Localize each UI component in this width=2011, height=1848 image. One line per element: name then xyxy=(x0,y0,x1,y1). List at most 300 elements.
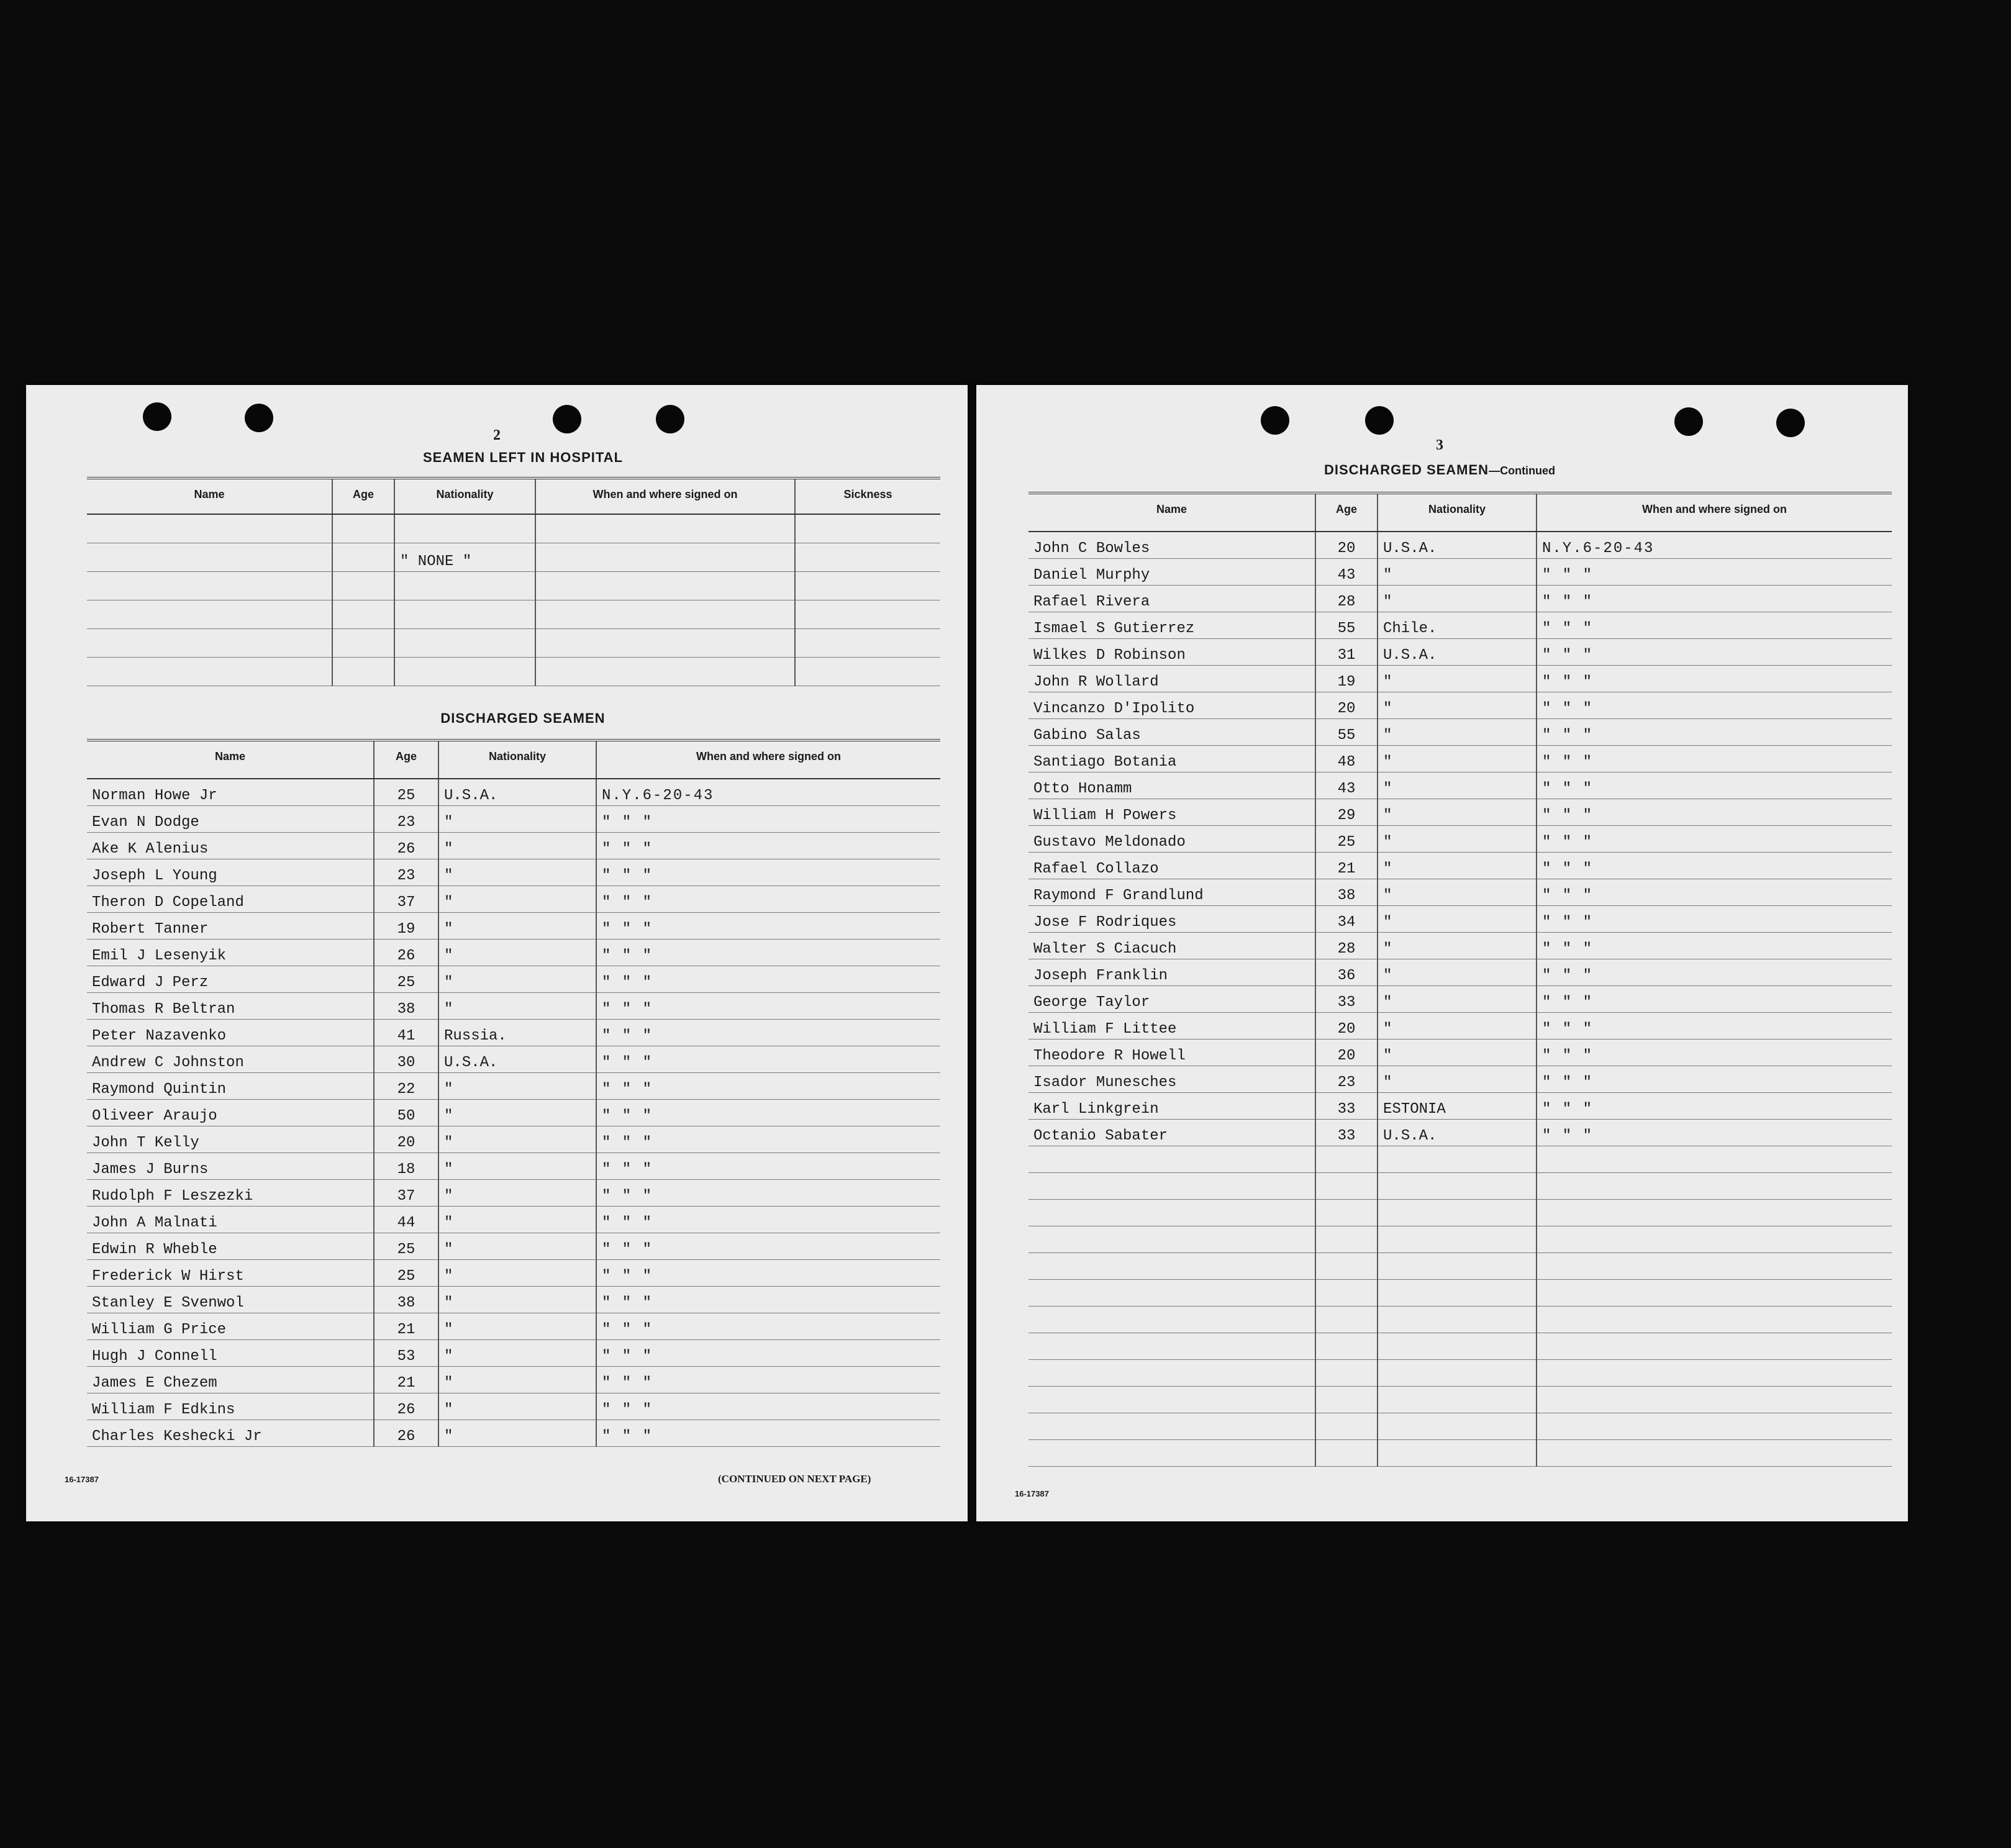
nationality-cell: " xyxy=(438,1233,596,1259)
blank-cell xyxy=(1315,1172,1378,1199)
age-cell: 33 xyxy=(1315,1092,1378,1119)
signed-on-cell: " " " xyxy=(596,1046,940,1072)
nationality-cell: " xyxy=(1378,772,1537,799)
nationality-cell: " xyxy=(438,1259,596,1286)
blank-cell xyxy=(87,657,332,686)
binder-hole xyxy=(1776,409,1805,437)
nationality-cell: " xyxy=(1378,1012,1537,1039)
age-cell: 21 xyxy=(374,1313,438,1339)
nationality-cell: U.S.A. xyxy=(1378,638,1537,665)
binder-hole xyxy=(245,404,273,432)
name-cell: Raymond Quintin xyxy=(87,1072,374,1099)
nationality-cell: U.S.A. xyxy=(438,1046,596,1072)
column-header-name: Name xyxy=(87,478,332,514)
nationality-cell: " xyxy=(1378,959,1537,985)
blank-cell xyxy=(1378,1172,1537,1199)
blank-cell xyxy=(394,628,535,657)
signed-on-cell: " " " xyxy=(596,1286,940,1313)
page-number: 2 xyxy=(493,427,501,443)
nationality-cell: " xyxy=(1378,825,1537,852)
signed-on-cell: " " " xyxy=(1537,665,1892,692)
column-header-nationality: Nationality xyxy=(394,478,535,514)
table-row xyxy=(87,1393,940,1420)
blank-cell xyxy=(1315,1226,1378,1252)
blank-cell xyxy=(1378,1359,1537,1386)
signed-on-cell: " " " xyxy=(596,939,940,966)
table-row xyxy=(1028,665,1892,692)
name-cell: Gabino Salas xyxy=(1028,718,1315,745)
signed-on-cell: " " " xyxy=(1537,718,1892,745)
name-cell: Joseph L Young xyxy=(87,859,374,886)
signed-on-cell: " " " xyxy=(1537,879,1892,905)
none-entry: " NONE " xyxy=(394,543,535,571)
blank-cell xyxy=(1537,1413,1892,1439)
table-row xyxy=(87,1019,940,1046)
name-cell: Raymond F Grandlund xyxy=(1028,879,1315,905)
name-cell: Theron D Copeland xyxy=(87,886,374,912)
age-cell: 26 xyxy=(374,1420,438,1446)
table-row xyxy=(87,1259,940,1286)
blank-cell xyxy=(87,543,332,571)
blank-cell xyxy=(1028,1306,1315,1333)
name-cell: Oliveer Araujo xyxy=(87,1099,374,1126)
age-cell: 20 xyxy=(1315,692,1378,718)
blank-cell xyxy=(394,514,535,543)
age-cell: 38 xyxy=(374,1286,438,1313)
blank-cell xyxy=(332,571,394,600)
age-cell: 23 xyxy=(1315,1066,1378,1092)
blank-row xyxy=(1028,1333,1892,1359)
name-cell: Emil J Lesenyik xyxy=(87,939,374,966)
signed-on-cell: " " " xyxy=(596,1072,940,1099)
age-cell: 19 xyxy=(374,912,438,939)
blank-cell xyxy=(87,600,332,628)
blank-cell xyxy=(1028,1413,1315,1439)
blank-cell xyxy=(795,514,940,543)
nationality-cell: " xyxy=(1378,558,1537,585)
age-cell: 20 xyxy=(374,1126,438,1153)
name-cell: Frederick W Hirst xyxy=(87,1259,374,1286)
title-suffix: —Continued xyxy=(1489,464,1556,477)
blank-cell xyxy=(1378,1146,1537,1172)
blank-cell xyxy=(1315,1333,1378,1359)
blank-cell xyxy=(1378,1386,1537,1413)
age-cell: 21 xyxy=(374,1366,438,1393)
age-cell: 34 xyxy=(1315,905,1378,932)
signed-on-cell: " " " xyxy=(1537,612,1892,638)
table-row xyxy=(87,832,940,859)
signed-on-cell: " " " xyxy=(596,1366,940,1393)
name-cell: Vincanzo D'Ipolito xyxy=(1028,692,1315,718)
blank-cell xyxy=(1537,1333,1892,1359)
blank-cell xyxy=(1028,1439,1315,1466)
name-cell: Jose F Rodriques xyxy=(1028,905,1315,932)
table-row xyxy=(87,1339,940,1366)
blank-row xyxy=(1028,1386,1892,1413)
column-header-nationality: Nationality xyxy=(438,740,596,779)
form-number: 16-17387 xyxy=(1015,1489,1049,1498)
blank-cell xyxy=(394,657,535,686)
blank-cell xyxy=(332,543,394,571)
blank-row xyxy=(1028,1359,1892,1386)
table-row xyxy=(87,779,940,805)
blank-cell xyxy=(1537,1226,1892,1252)
age-cell: 26 xyxy=(374,1393,438,1420)
age-cell: 43 xyxy=(1315,772,1378,799)
signed-on-cell: " " " xyxy=(596,805,940,832)
nationality-cell: " xyxy=(438,966,596,992)
signed-on-cell: " " " xyxy=(596,1126,940,1153)
name-cell: Rafael Rivera xyxy=(1028,585,1315,612)
blank-cell xyxy=(1537,1359,1892,1386)
signed-on-cell: " " " xyxy=(596,1019,940,1046)
blank-row xyxy=(1028,1279,1892,1306)
blank-row xyxy=(1028,1146,1892,1172)
blank-cell xyxy=(795,600,940,628)
blank-row xyxy=(1028,1172,1892,1199)
blank-cell xyxy=(1315,1413,1378,1439)
nationality-cell: " xyxy=(438,1420,596,1446)
name-cell: Joseph Franklin xyxy=(1028,959,1315,985)
discharged-header-row xyxy=(1028,493,1892,532)
column-header-nationality: Nationality xyxy=(1378,493,1537,532)
name-cell: William H Powers xyxy=(1028,799,1315,825)
table-row xyxy=(87,939,940,966)
nationality-cell: " xyxy=(438,912,596,939)
name-cell: John R Wollard xyxy=(1028,665,1315,692)
signed-on-cell: " " " xyxy=(596,1179,940,1206)
name-cell: John C Bowles xyxy=(1028,532,1315,558)
age-cell: 20 xyxy=(1315,1012,1378,1039)
table-row xyxy=(87,886,940,912)
nationality-cell: U.S.A. xyxy=(1378,1119,1537,1146)
name-cell: Otto Honamm xyxy=(1028,772,1315,799)
nationality-cell: " xyxy=(438,992,596,1019)
blank-cell xyxy=(1378,1306,1537,1333)
nationality-cell: U.S.A. xyxy=(438,779,596,805)
blank-cell xyxy=(1315,1386,1378,1413)
signed-on-cell: " " " xyxy=(596,912,940,939)
nationality-cell: Russia. xyxy=(438,1019,596,1046)
name-cell: Charles Keshecki Jr xyxy=(87,1420,374,1446)
blank-row xyxy=(1028,1413,1892,1439)
blank-cell xyxy=(1315,1279,1378,1306)
name-cell: Peter Nazavenko xyxy=(87,1019,374,1046)
name-cell: Theodore R Howell xyxy=(1028,1039,1315,1066)
signed-on-cell: " " " xyxy=(1537,799,1892,825)
nationality-cell: " xyxy=(1378,718,1537,745)
age-cell: 26 xyxy=(374,939,438,966)
signed-on-cell: " " " xyxy=(1537,1039,1892,1066)
name-cell: Thomas R Beltran xyxy=(87,992,374,1019)
blank-row xyxy=(1028,1199,1892,1226)
binder-hole xyxy=(656,405,684,433)
blank-cell xyxy=(394,571,535,600)
table-row xyxy=(87,1206,940,1233)
nationality-cell: " xyxy=(438,1206,596,1233)
age-cell: 37 xyxy=(374,1179,438,1206)
column-header-signed-on: When and where signed on xyxy=(535,478,795,514)
table-row xyxy=(1028,612,1892,638)
table-row xyxy=(1028,1119,1892,1146)
table-row xyxy=(87,1072,940,1099)
signed-on-cell: " " " xyxy=(596,832,940,859)
nationality-cell: " xyxy=(1378,799,1537,825)
blank-cell xyxy=(1378,1226,1537,1252)
blank-cell xyxy=(795,628,940,657)
name-cell: Robert Tanner xyxy=(87,912,374,939)
nationality-cell: " xyxy=(438,805,596,832)
binder-hole xyxy=(1674,407,1703,436)
nationality-cell: " xyxy=(1378,745,1537,772)
signed-on-cell: " " " xyxy=(1537,1119,1892,1146)
signed-on-cell: " " " xyxy=(596,1420,940,1446)
column-header-age: Age xyxy=(374,740,438,779)
blank-cell xyxy=(1315,1146,1378,1172)
age-cell: 41 xyxy=(374,1019,438,1046)
name-cell: William F Edkins xyxy=(87,1393,374,1420)
age-cell: 21 xyxy=(1315,852,1378,879)
blank-cell xyxy=(1315,1359,1378,1386)
continued-note: (CONTINUED ON NEXT PAGE) xyxy=(718,1473,871,1485)
blank-cell xyxy=(332,657,394,686)
name-cell: George Taylor xyxy=(1028,985,1315,1012)
blank-cell xyxy=(332,514,394,543)
nationality-cell: " xyxy=(438,1339,596,1366)
table-row xyxy=(87,1286,940,1313)
age-cell: 36 xyxy=(1315,959,1378,985)
age-cell: 31 xyxy=(1315,638,1378,665)
table-row xyxy=(87,859,940,886)
age-cell: 48 xyxy=(1315,745,1378,772)
age-cell: 22 xyxy=(374,1072,438,1099)
table-row xyxy=(1028,1039,1892,1066)
blank-cell xyxy=(1378,1413,1537,1439)
blank-cell xyxy=(1537,1146,1892,1172)
name-cell: James E Chezem xyxy=(87,1366,374,1393)
age-cell: 25 xyxy=(374,1233,438,1259)
signed-on-cell: " " " xyxy=(596,1099,940,1126)
nationality-cell: ESTONIA xyxy=(1378,1092,1537,1119)
table-row xyxy=(1028,772,1892,799)
page-number: 3 xyxy=(1436,437,1443,453)
age-cell: 28 xyxy=(1315,932,1378,959)
age-cell: 30 xyxy=(374,1046,438,1072)
table-row xyxy=(87,966,940,992)
age-cell: 44 xyxy=(374,1206,438,1233)
nationality-cell: " xyxy=(438,832,596,859)
blank-cell xyxy=(1537,1199,1892,1226)
discharged-continued-title xyxy=(1191,462,1688,478)
name-cell: Wilkes D Robinson xyxy=(1028,638,1315,665)
name-cell: Santiago Botania xyxy=(1028,745,1315,772)
nationality-cell: " xyxy=(438,1099,596,1126)
blank-cell xyxy=(535,628,795,657)
nationality-cell: " xyxy=(438,886,596,912)
table-row xyxy=(1028,905,1892,932)
discharged-header-row xyxy=(87,740,940,779)
age-cell: 38 xyxy=(374,992,438,1019)
name-cell: Rudolph F Leszezki xyxy=(87,1179,374,1206)
name-cell: Daniel Murphy xyxy=(1028,558,1315,585)
age-cell: 50 xyxy=(374,1099,438,1126)
blank-cell xyxy=(1028,1359,1315,1386)
signed-on-cell: " " " xyxy=(596,1339,940,1366)
age-cell: 37 xyxy=(374,886,438,912)
blank-cell xyxy=(87,571,332,600)
table-row xyxy=(1028,585,1892,612)
blank-cell xyxy=(1315,1306,1378,1333)
signed-on-cell: " " " xyxy=(1537,772,1892,799)
blank-cell xyxy=(1537,1386,1892,1413)
blank-row xyxy=(1028,1252,1892,1279)
age-cell: 25 xyxy=(374,779,438,805)
signed-on-cell: N.Y.6-20-43 xyxy=(596,779,940,805)
nationality-cell: " xyxy=(1378,692,1537,718)
column-header-sickness: Sickness xyxy=(795,478,940,514)
blank-cell xyxy=(1028,1146,1315,1172)
table-row xyxy=(87,1420,940,1446)
name-cell: James J Burns xyxy=(87,1153,374,1179)
table-row xyxy=(87,1153,940,1179)
nationality-cell: " xyxy=(438,1072,596,1099)
blank-cell xyxy=(1028,1279,1315,1306)
blank-cell xyxy=(1315,1199,1378,1226)
hospital-row xyxy=(87,514,940,543)
nationality-cell: " xyxy=(438,859,596,886)
signed-on-cell: " " " xyxy=(596,1153,940,1179)
blank-cell xyxy=(1537,1306,1892,1333)
blank-cell xyxy=(87,628,332,657)
signed-on-cell: " " " xyxy=(1537,905,1892,932)
hospital-row xyxy=(87,543,940,571)
age-cell: 33 xyxy=(1315,985,1378,1012)
signed-on-cell: " " " xyxy=(596,992,940,1019)
blank-cell xyxy=(1028,1226,1315,1252)
age-cell: 55 xyxy=(1315,718,1378,745)
binder-hole xyxy=(1365,406,1394,435)
table-row xyxy=(87,1126,940,1153)
blank-cell xyxy=(535,514,795,543)
nationality-cell: " xyxy=(438,1366,596,1393)
table-row xyxy=(1028,1066,1892,1092)
age-cell: 18 xyxy=(374,1153,438,1179)
hospital-table xyxy=(87,477,940,686)
table-row xyxy=(1028,692,1892,718)
column-header-name: Name xyxy=(1028,493,1315,532)
hospital-section-title: SEAMEN LEFT IN HOSPITAL xyxy=(422,450,624,465)
table-row xyxy=(1028,1092,1892,1119)
signed-on-cell: " " " xyxy=(1537,585,1892,612)
signed-on-cell: " " " xyxy=(1537,825,1892,852)
signed-on-cell: " " " xyxy=(1537,932,1892,959)
signed-on-cell: " " " xyxy=(1537,638,1892,665)
blank-cell xyxy=(795,543,940,571)
age-cell: 38 xyxy=(1315,879,1378,905)
column-header-age: Age xyxy=(1315,493,1378,532)
signed-on-cell: " " " xyxy=(1537,959,1892,985)
table-row xyxy=(87,992,940,1019)
nationality-cell: " xyxy=(1378,985,1537,1012)
age-cell: 29 xyxy=(1315,799,1378,825)
left-page xyxy=(26,385,968,1521)
blank-cell xyxy=(535,600,795,628)
nationality-cell: " xyxy=(1378,1066,1537,1092)
nationality-cell: " xyxy=(1378,905,1537,932)
signed-on-cell: " " " xyxy=(596,1206,940,1233)
name-cell: Andrew C Johnston xyxy=(87,1046,374,1072)
blank-cell xyxy=(1028,1333,1315,1359)
nationality-cell: " xyxy=(1378,585,1537,612)
blank-cell xyxy=(1028,1252,1315,1279)
age-cell: 23 xyxy=(374,859,438,886)
signed-on-cell: " " " xyxy=(596,1313,940,1339)
table-row xyxy=(87,1366,940,1393)
name-cell: Ake K Alenius xyxy=(87,832,374,859)
signed-on-cell: " " " xyxy=(1537,1012,1892,1039)
table-row xyxy=(1028,959,1892,985)
blank-cell xyxy=(1028,1386,1315,1413)
signed-on-cell: " " " xyxy=(596,1259,940,1286)
column-header-signed-on: When and where signed on xyxy=(596,740,940,779)
table-row xyxy=(87,1313,940,1339)
name-cell: Edward J Perz xyxy=(87,966,374,992)
hospital-row xyxy=(87,628,940,657)
age-cell: 33 xyxy=(1315,1119,1378,1146)
age-cell: 25 xyxy=(374,1259,438,1286)
name-cell: Isador Munesches xyxy=(1028,1066,1315,1092)
table-row xyxy=(87,1046,940,1072)
blank-cell xyxy=(795,571,940,600)
hospital-row xyxy=(87,657,940,686)
age-cell: 25 xyxy=(1315,825,1378,852)
name-cell: John T Kelly xyxy=(87,1126,374,1153)
name-cell: Ismael S Gutierrez xyxy=(1028,612,1315,638)
nationality-cell: " xyxy=(1378,665,1537,692)
blank-cell xyxy=(535,657,795,686)
column-header-age: Age xyxy=(332,478,394,514)
nationality-cell: " xyxy=(438,1393,596,1420)
age-cell: 20 xyxy=(1315,1039,1378,1066)
discharged-table-page-3 xyxy=(1028,492,1892,1467)
table-row xyxy=(1028,879,1892,905)
nationality-cell: " xyxy=(1378,879,1537,905)
blank-cell xyxy=(1537,1439,1892,1466)
age-cell: 55 xyxy=(1315,612,1378,638)
blank-row xyxy=(1028,1226,1892,1252)
nationality-cell: " xyxy=(438,1313,596,1339)
name-cell: Edwin R Wheble xyxy=(87,1233,374,1259)
nationality-cell: " xyxy=(438,1179,596,1206)
name-cell: Evan N Dodge xyxy=(87,805,374,832)
table-row xyxy=(1028,852,1892,879)
nationality-cell: Chile. xyxy=(1378,612,1537,638)
name-cell: Norman Howe Jr xyxy=(87,779,374,805)
blank-cell xyxy=(1028,1172,1315,1199)
column-header-name: Name xyxy=(87,740,374,779)
signed-on-cell: " " " xyxy=(596,1233,940,1259)
signed-on-cell: " " " xyxy=(1537,692,1892,718)
blank-cell xyxy=(1378,1252,1537,1279)
nationality-cell: " xyxy=(438,1286,596,1313)
signed-on-cell: " " " xyxy=(1537,985,1892,1012)
name-cell: Stanley E Svenwol xyxy=(87,1286,374,1313)
blank-cell xyxy=(1378,1199,1537,1226)
signed-on-cell: " " " xyxy=(1537,852,1892,879)
table-row xyxy=(87,1233,940,1259)
name-cell: Karl Linkgrein xyxy=(1028,1092,1315,1119)
blank-cell xyxy=(332,600,394,628)
